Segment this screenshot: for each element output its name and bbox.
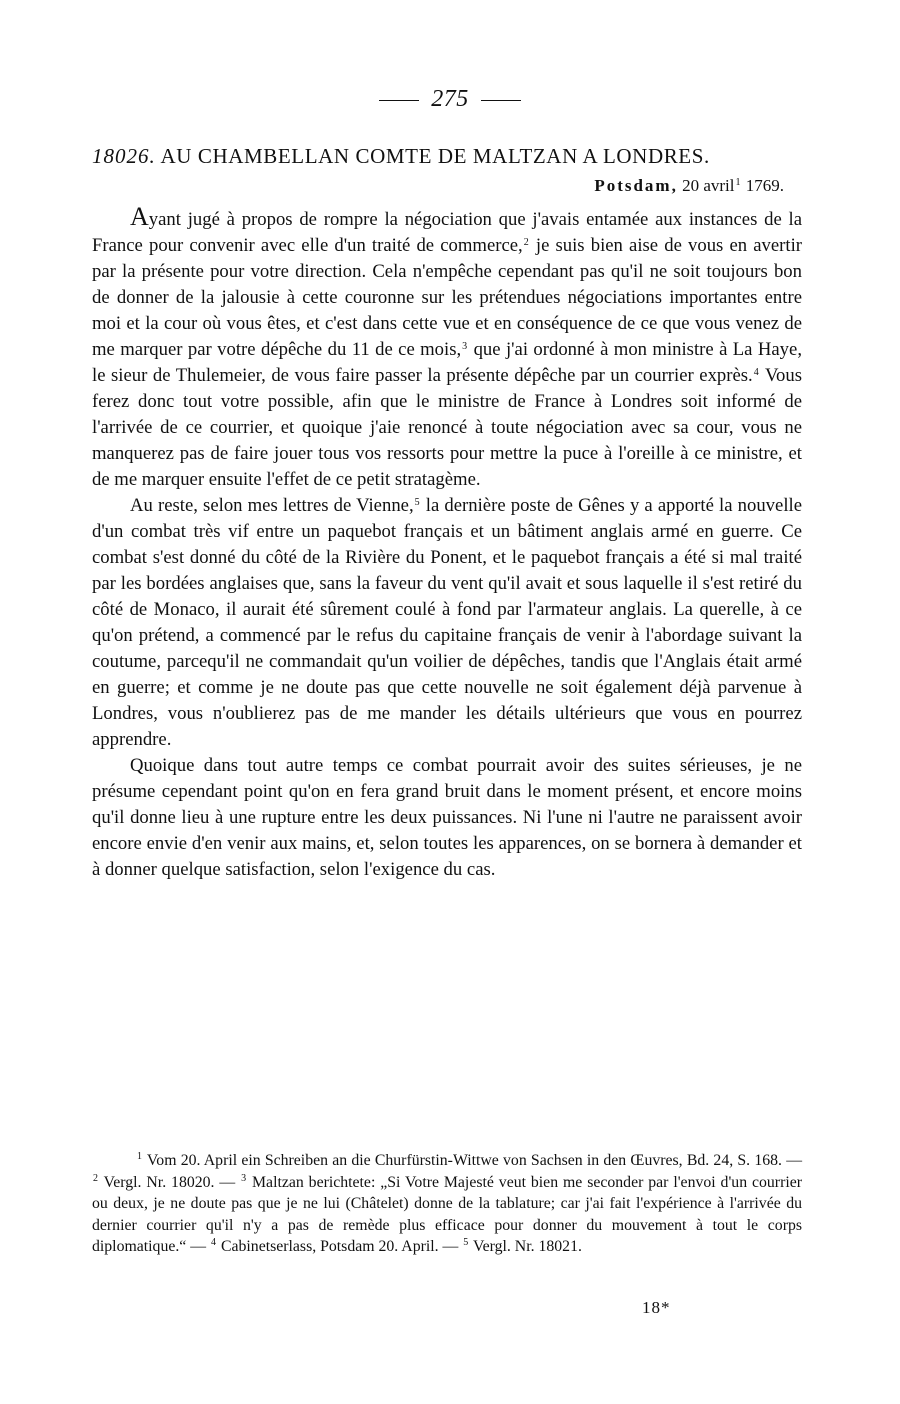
letter-title: AU CHAMBELLAN COMTE DE MALTZAN A LONDRES. [160, 144, 710, 168]
footnote-ref-5: 5 [414, 497, 420, 508]
dateline-place: Potsdam, [594, 176, 678, 195]
footnote-text-4: Cabinetserlass, Potsdam 20. April. — [217, 1238, 463, 1255]
paragraph-1-text-a: yant jugé à propos de rompre la négociation que j'avais entamée aux instances de la France pour convenir avec elle d'un traité de commerce, [92, 209, 802, 256]
paragraph-3: Quoique dans tout autre temps ce combat pourrait avoir des suites sérieuses, je ne présume cependant point qu'on en fera grand bruit dans le moment présent, et encore moins qu'il donne lieu à une rupture entre les deux puissances. Ni l'une ni l'autre ne paraissent avoir encore envie d'en venir aux mains, et, selon toutes les apparences, on se bornera à demander et à donner quelque satisfaction, selon l'exigence du cas. [92, 755, 802, 880]
footnotes [92, 1150, 802, 1258]
footnote-text-3: Maltzan berichtete: „Si Votre Majesté veut bien me seconder par l'envoi d'un courrier ou deux, je ne doute pas que je ne lui (Châtelet) donne de la tablature; car j'ai fait l'expérience à l'arrivée du dernier courrier qu'il n'y a pas de remède plus efficace pour donner du mouvement à tout le corps diplomatique.“ — [92, 1173, 802, 1255]
paragraph-1-text-b: je suis bien aise de vous en avertir par la présente pour votre direction. Cela n'empêche cependant pas qu'il ne soit toujours bon de donner de la jalousie à cette couronne sur les prétendues négociations importantes entre moi et la cour où vous êtes, et c'est dans cette vue et en conséquence de ce que vous venez de me marquer par votre dépêche du 11 de ce mois, [92, 235, 803, 360]
paragraph-1-text-c: que j'ai ordonné à mon ministre à La Haye, le sieur de Thulemeier, de vous faire passer la présente dépêche par un courrier exprès. [92, 339, 802, 386]
header-rule-left [379, 100, 419, 101]
footnote-number-5: 5 [463, 1237, 469, 1248]
page-header [0, 86, 900, 113]
footnote-number-3: 3 [241, 1172, 247, 1184]
footnote-ref-1: 1 [735, 177, 741, 188]
footnote-ref-3: 3 [462, 341, 468, 352]
paragraph-2-text-b: la dernière poste de Gênes y a apporté la nouvelle d'un combat très vif entre un paquebot français et un bâtiment anglais armé en guerre. Ce combat s'est donné du côté de la Rivière du Ponent, et le paquebot français a été si mal traité par les bordées anglaises que, sans la faveur du vent qu'il avait et sous laquelle il s'est retiré du côté de Monaco, il aurait été sûrement coulé à fond par l'armateur anglais. La querelle, à ce qu'on prétend, a commencé par le refus du capitaine français de venir à l'abordage suivant la coutume, parcequ'il ne commandait qu'un voilier de dépêches, tandis que l'Anglais était armé en guerre; et comme je ne doute pas que cette nouvelle ne soit également déjà parvenue à Londres, vous n'oublierez pas de me mander les détails ultérieurs que vous en pourrez apprendre. [92, 495, 802, 750]
footnote-block [92, 1150, 802, 1258]
paragraph-1-text-d: Vous ferez donc tout votre possible, afin que le ministre de France à Londres soit informé de l'arrivée de ce courrier, et quoique j'aie renoncé à toute négociation avec sa cour, vous ne manquerez pas de faire jouer tous vos ressorts pour mettre la puce à l'oreille à ce ministre, et de me marquer ensuite l'effet de ce petit stratagème. [92, 365, 802, 490]
footnote-text-5: Vergl. Nr. 18021. [469, 1238, 582, 1255]
header-rule-right [481, 100, 521, 101]
footnote-ref-4: 4 [753, 367, 759, 378]
paragraph-1 [92, 204, 802, 493]
initial-letter: A [130, 202, 149, 231]
footnote-text-2: Vergl. Nr. 18020. — [99, 1173, 241, 1191]
footnote-number-1: 1 [137, 1151, 142, 1162]
paragraph-2 [92, 493, 802, 753]
letter-body [92, 204, 802, 883]
letter-number: 18026. [92, 144, 156, 168]
page-number: 275 [431, 86, 469, 112]
footnote-number-4: 4 [211, 1237, 217, 1248]
signature-mark: 18* [642, 1298, 671, 1317]
footnote-ref-2: 2 [523, 237, 529, 248]
letter-heading [92, 144, 808, 169]
paragraph-2-text-a: Au reste, selon mes lettres de Vienne, [130, 495, 414, 516]
footnote-text-1: Vom 20. April ein Schreiben an die Churfürstin-Wittwe von Sachsen in den Œuvres, Bd. 24, S. 168. — [143, 1152, 802, 1169]
dateline [594, 176, 784, 196]
footnote-number-2: 2 [93, 1172, 98, 1184]
dateline-year: 1769. [745, 176, 784, 195]
dateline-date: 20 avril [682, 176, 735, 195]
